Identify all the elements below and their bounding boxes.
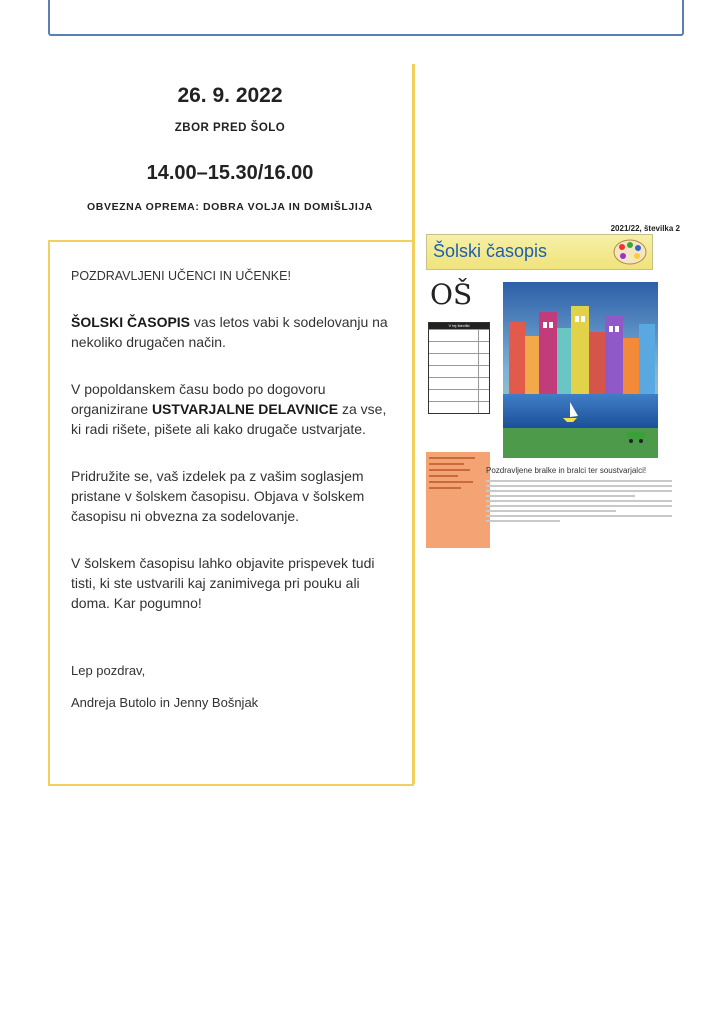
toc-row — [429, 401, 489, 413]
event-header — [60, 84, 400, 213]
letter-paragraph-3: Pridružite se, vaš izdelek pa z vašim soglasjem pristane v šolskem časopisu. Objava v šolskem časopisu ni obvezna za sodelovanje. — [71, 468, 365, 524]
letter-paragraph-1 — [71, 312, 392, 352]
toc-header: V tej številki — [429, 323, 489, 329]
magazine-issue: 2021/22, številka 2 — [610, 224, 680, 233]
event-place: ZBOR PRED ŠOLO — [174, 122, 286, 134]
event-date: 26. 9. 2022 — [177, 84, 283, 107]
school-logo-icon — [428, 276, 474, 312]
sidebar-note — [426, 452, 490, 548]
top-frame — [48, 0, 684, 36]
magazine-headline: Pozdravljene bralke in bralci ter soustvarjalci! — [486, 466, 647, 475]
magazine-name: ŠOLSKI ČASOPIS — [71, 314, 191, 330]
letter-closing: Lep pozdrav, — [71, 663, 146, 678]
invitation-letter — [48, 240, 414, 786]
cover-painting — [503, 282, 658, 458]
letter-paragraph-2 — [71, 379, 392, 439]
magazine-body-text — [486, 480, 672, 525]
toc-row — [429, 353, 489, 365]
event-time: 14.00–15.30/16.00 — [146, 162, 314, 184]
toc-row — [429, 329, 489, 341]
magazine-thumbnail — [416, 218, 680, 554]
table-of-contents — [428, 322, 490, 414]
letter-paragraph-2-start: V popoldanskem času bodo po dogovoru organizirane — [71, 381, 326, 417]
letter-paragraph-2-end: za vse, ki radi rišete, pišete ali kako drugače ustvarjate. — [71, 401, 387, 437]
toc-row — [429, 365, 489, 377]
letter-authors: Andreja Butolo in Jenny Bošnjak — [71, 695, 259, 710]
letter-paragraph-4: V šolskem časopisu lahko objavite prispevek tudi tisti, ki ste ustvarili kaj zanimivega pri pouku ali doma. Kar pogumno! — [71, 555, 375, 611]
toc-row — [429, 389, 489, 401]
event-equipment: OBVEZNA OPREMA: DOBRA VOLJA IN DOMIŠLJIJA — [87, 201, 373, 213]
toc-row — [429, 377, 489, 389]
palette-icon — [612, 237, 648, 267]
magazine-banner — [426, 234, 653, 270]
letter-greeting: POZDRAVLJENI UČENCI IN UČENKE! — [71, 269, 291, 283]
letter-paragraph-1-text: vas letos vabi k sodelovanju na nekoliko drugačen način. — [71, 314, 388, 350]
toc-row — [429, 341, 489, 353]
magazine-title: Šolski časopis — [433, 241, 548, 261]
logo-text: OŠ — [430, 278, 473, 311]
workshops-highlight: USTVARJALNE DELAVNICE — [151, 401, 339, 417]
